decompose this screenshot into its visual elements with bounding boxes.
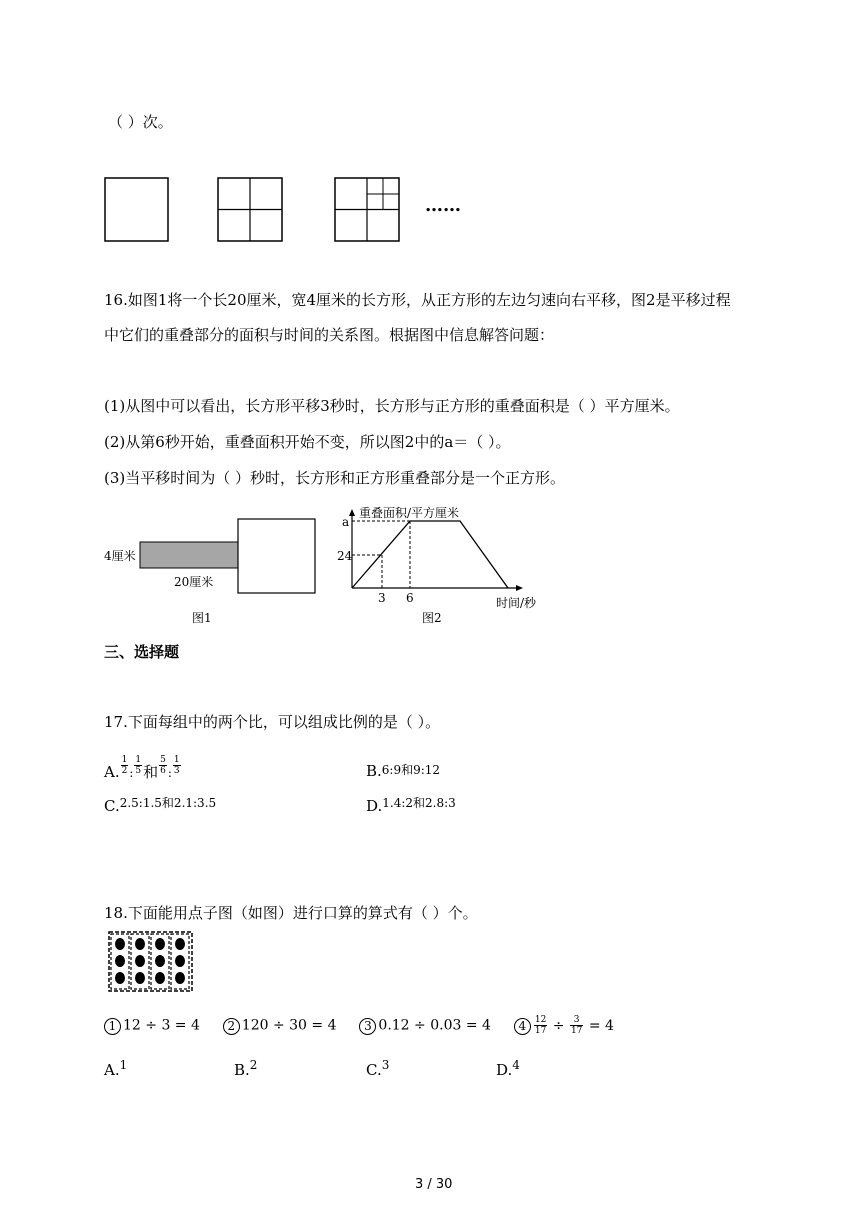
section-heading: 三、选择题 xyxy=(104,643,180,661)
expression-3: 0.12 ÷ 0.03 = 4 xyxy=(378,1017,491,1034)
ratio-sep: : xyxy=(167,766,172,780)
dot xyxy=(135,955,145,967)
option-label: C. xyxy=(366,1061,382,1079)
option-value: 4 xyxy=(512,1058,520,1072)
option-label: A. xyxy=(104,1061,120,1079)
fraction: $\frac{1}{2}$ xyxy=(121,755,128,776)
dot xyxy=(175,938,185,950)
option-value: 3 xyxy=(381,1058,390,1072)
q16-sub3: (3)当平移时间为（ ）秒时，长方形和正方形重叠部分是一个正方形。 xyxy=(104,469,566,487)
fig2-xtick-6: 6 xyxy=(406,591,414,605)
fraction: $\frac{1}{3}$ xyxy=(173,755,180,776)
q17-stem: 17.下面每组中的两个比，可以组成比例的是（ ）。 xyxy=(104,713,441,731)
page-number: 3 / 30 xyxy=(415,1177,453,1192)
fig2-ylabel: 重叠面积/平方厘米 xyxy=(359,506,460,520)
dot xyxy=(115,972,125,984)
circled-number: 4 xyxy=(514,1018,531,1035)
option-text: 6:9和9:12 xyxy=(381,763,441,777)
fraction: $\frac{1}{5}$ xyxy=(135,755,142,776)
fig2-xlabel: 时间/秒 xyxy=(496,596,537,610)
q18-option-a[interactable] xyxy=(104,1055,127,1080)
expression-1: 12 ÷ 3 = 4 xyxy=(123,1017,200,1034)
fig2-xtick-3: 3 xyxy=(378,591,386,605)
circled-number: 2 xyxy=(223,1018,240,1035)
fig2-ytick-a: a xyxy=(342,515,350,529)
option-label: A. xyxy=(104,763,120,781)
ratio-sep: : xyxy=(129,766,134,780)
fig2-ytick-24: 24 xyxy=(337,549,353,563)
q16-line1: 16.如图1将一个长20厘米，宽4厘米的长方形，从正方形的左边匀速向右平移，图2是平移过程 xyxy=(104,291,731,309)
option-label: D. xyxy=(366,797,383,815)
fig2-caption: 图2 xyxy=(422,611,442,625)
q18-option-d[interactable] xyxy=(496,1055,520,1080)
fig1-length-label: 20厘米 xyxy=(174,575,214,589)
option-label: B. xyxy=(366,762,382,780)
q18-stem: 18.下面能用点子图（如图）进行口算的算式有（ ）个。 xyxy=(104,904,478,922)
q16-line2: 中它们的重叠部分的面积与时间的关系图。根据图中信息解答问题： xyxy=(104,326,555,344)
dot xyxy=(175,955,185,967)
q16-sub1: (1)从图中可以看出，长方形平移3秒时，长方形与正方形的重叠面积是（ ）平方厘米。 xyxy=(104,397,680,415)
dot xyxy=(155,938,165,950)
option-label: C. xyxy=(104,797,120,815)
dot xyxy=(115,938,125,950)
dot xyxy=(135,972,145,984)
dot xyxy=(135,938,145,950)
option-value: 1 xyxy=(119,1058,128,1072)
option-value: 2 xyxy=(249,1058,258,1072)
q16-sub2: (2)从第6秒开始，重叠面积开始不变，所以图2中的a＝（ ）。 xyxy=(104,433,511,451)
dot xyxy=(175,972,185,984)
and-text: 和 xyxy=(143,763,159,781)
fig1-width-label: 4厘米 xyxy=(104,549,136,563)
circled-number: 1 xyxy=(104,1018,121,1035)
expression-2: 120 ÷ 30 = 4 xyxy=(241,1017,337,1034)
dot xyxy=(115,955,125,967)
circled-number: 3 xyxy=(359,1018,376,1035)
q18-option-b[interactable] xyxy=(234,1055,257,1080)
ellipsis: …… xyxy=(425,195,461,216)
option-label: D. xyxy=(496,1061,513,1079)
option-label: B. xyxy=(234,1061,250,1079)
expression-4: $\frac{12}{17}$ ÷ $\frac{3}{17}$ = 4 xyxy=(534,1015,614,1036)
q18-option-c[interactable] xyxy=(366,1055,389,1080)
fraction: $\frac{5}{6}$ xyxy=(160,755,166,776)
option-text: 2.5:1.5和2.1:3.5 xyxy=(119,796,217,810)
dot xyxy=(155,972,165,984)
dot xyxy=(155,955,165,967)
option-text: 1.4:2和2.8:3 xyxy=(382,796,456,810)
q18-expressions xyxy=(104,1015,614,1036)
q15-answer-blank: （ ）次。 xyxy=(108,113,173,131)
fig1-caption: 图1 xyxy=(192,611,212,625)
